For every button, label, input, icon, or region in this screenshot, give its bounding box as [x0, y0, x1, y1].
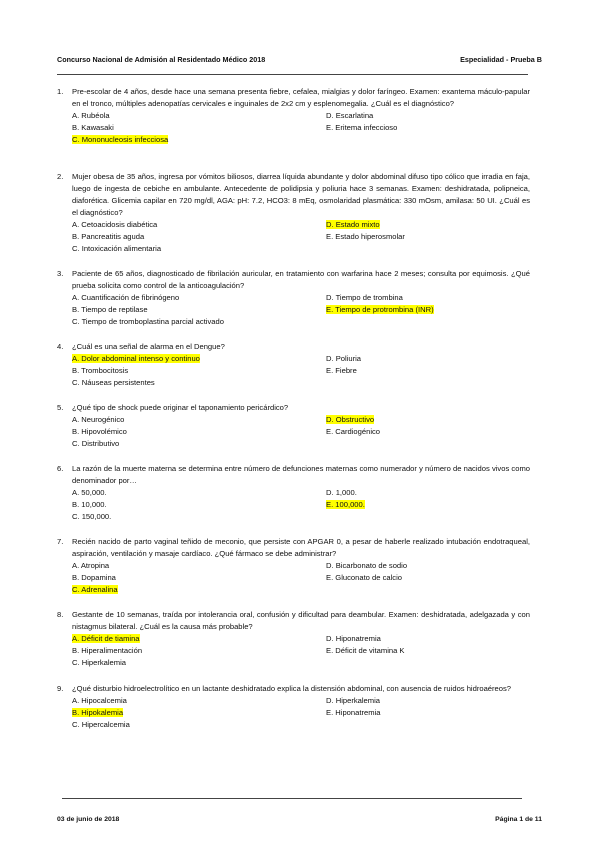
option-cell [326, 560, 530, 572]
answer-option: D. Hiperkalemia [326, 696, 381, 705]
answer-option: C. Distributivo [72, 439, 120, 448]
answer-options [72, 414, 530, 450]
option-cell [326, 499, 530, 511]
option-cell [72, 316, 326, 328]
answer-option: B. 10,000. [72, 500, 107, 509]
answer-option: B. Trombocitosis [72, 366, 129, 375]
question-item [57, 268, 530, 328]
answer-option: C. Hipercalcemia [72, 720, 130, 729]
answer-option-highlighted: A. Dolor abdominal intenso y continuo [72, 354, 200, 363]
option-cell [326, 316, 530, 328]
answer-option: D. Poliuria [326, 354, 362, 363]
answer-option: A. 50,000. [72, 488, 107, 497]
option-cell [326, 426, 530, 438]
exam-date: 03 de junio de 2018 [57, 816, 120, 823]
question-number: 8. [57, 610, 64, 619]
question-stem [57, 609, 530, 633]
option-cell [72, 645, 326, 657]
question-number: 4. [57, 342, 64, 351]
header-divider [57, 74, 528, 75]
option-cell [326, 377, 530, 389]
option-cell [326, 353, 530, 365]
question-number: 7. [57, 537, 64, 546]
question-text: ¿Cuál es una señal de alarma en el Dengue? [72, 342, 225, 351]
answer-option: E. Fiebre [326, 366, 357, 375]
page-footer [57, 816, 542, 823]
answer-options [72, 695, 530, 731]
question-number: 1. [57, 87, 64, 96]
option-cell [72, 572, 326, 584]
option-cell [72, 560, 326, 572]
option-cell [72, 633, 326, 645]
answer-option-highlighted: E. Tiempo de protrombina (INR) [326, 305, 434, 314]
answer-option: D. Tiempo de trombina [326, 293, 403, 302]
question-item [57, 463, 530, 523]
option-cell [326, 657, 530, 669]
answer-option: D. Bicarbonato de sodio [326, 561, 408, 570]
option-cell [326, 511, 530, 523]
question-text: Pre-escolar de 4 años, desde hace una semana presenta fiebre, cefalea, mialgias y dolor faríngeo. Examen: exantema máculo-papular en el tronco, múltiples adenopatías cervicales e inguinales de 2x2 cm y esplenomegalia. ¿Cuál es el diagnóstico? [72, 87, 530, 108]
question-text: Gestante de 10 semanas, traída por intolerancia oral, confusión y dificultad para deambular. Examen: deshidratada, adelgazada y con nistagmus bilateral. ¿Cuál es la causa más probable? [72, 610, 530, 631]
question-item [57, 683, 530, 731]
question-text: ¿Qué tipo de shock puede originar el taponamiento pericárdico? [72, 403, 289, 412]
page-number: Página 1 de 11 [495, 816, 542, 823]
question-text: Mujer obesa de 35 años, ingresa por vómitos biliosos, diarrea líquida abundante y dolor abdominal difuso tipo cólico que irradia en faja, luego de ingesta de cebiche en ambulante. Antecedente de polidipsia y poliuria hace 3 semanas. Examen: deshidratada, polipneica, diaforética. Glicemia capilar en 720 mg/dl, AGA: pH: 7.2, HCO3: 8 mEq, osmolaridad plasmática: 330 mOsm, amilasa: 50 UI. ¿Cuál es el diagnóstico? [72, 172, 530, 217]
option-cell [72, 438, 326, 450]
answer-option: A. Rubéola [72, 111, 110, 120]
option-cell [72, 134, 326, 146]
answer-option-highlighted: C. Mononucleosis infecciosa [72, 135, 169, 144]
question-stem [57, 86, 530, 110]
option-cell [72, 414, 326, 426]
question-stem [57, 463, 530, 487]
question-item [57, 86, 530, 146]
question-item [57, 171, 530, 255]
answer-option: B. Pancreatitis aguda [72, 232, 145, 241]
option-cell [326, 695, 530, 707]
question-stem [57, 536, 530, 560]
option-cell [72, 707, 326, 719]
answer-option: B. Hiperalimentación [72, 646, 143, 655]
question-stem [57, 341, 530, 353]
footer-divider [62, 798, 522, 799]
question-number: 9. [57, 684, 64, 693]
question-number: 5. [57, 403, 64, 412]
answer-options [72, 219, 530, 255]
option-cell [326, 633, 530, 645]
question-item [57, 402, 530, 450]
option-cell [72, 511, 326, 523]
question-stem [57, 171, 530, 219]
option-cell [72, 487, 326, 499]
option-cell [72, 584, 326, 596]
option-cell [326, 243, 530, 255]
exam-title: Concurso Nacional de Admisión al Residentado Médico 2018 [57, 55, 266, 64]
question-number: 6. [57, 464, 64, 473]
answer-option-highlighted: D. Obstructivo [326, 415, 375, 424]
answer-option: E. Estado hiperosmolar [326, 232, 405, 241]
answer-option: E. Gluconato de calcio [326, 573, 402, 582]
option-cell [326, 110, 530, 122]
exam-section: Especialidad - Prueba B [460, 55, 542, 64]
option-cell [326, 122, 530, 134]
option-cell [326, 219, 530, 231]
answer-option: A. Neurogénico [72, 415, 125, 424]
option-cell [72, 657, 326, 669]
option-cell [326, 487, 530, 499]
answer-option: E. Cardiogénico [326, 427, 381, 436]
option-cell [326, 292, 530, 304]
answer-option: A. Cetoacidosis diabética [72, 220, 158, 229]
option-cell [72, 304, 326, 316]
answer-option: B. Hipovolémico [72, 427, 127, 436]
option-cell [326, 584, 530, 596]
option-cell [72, 353, 326, 365]
question-stem [57, 268, 530, 292]
question-text: Paciente de 65 años, diagnosticado de fibrilación auricular, en tratamiento con warfarina hace 2 meses; consulta por equimosis. ¿Qué prueba solicita como control de la anticoagulación? [72, 269, 530, 290]
option-cell [72, 110, 326, 122]
option-cell [326, 365, 530, 377]
option-cell [326, 414, 530, 426]
option-cell [326, 304, 530, 316]
answer-option: E. Eritema infeccioso [326, 123, 398, 132]
answer-option: C. Tiempo de tromboplastina parcial activado [72, 317, 224, 326]
answer-option: A. Atropina [72, 561, 110, 570]
answer-option-highlighted: D. Estado mixto [326, 220, 380, 229]
question-text: ¿Qué disturbio hidroelectrolítico en un lactante deshidratado explica la distensión abdominal, con ausencia de ruidos hidroaéreos? [72, 684, 512, 693]
question-item [57, 536, 530, 596]
option-cell [72, 243, 326, 255]
answer-option: D. 1,000. [326, 488, 357, 497]
answer-options [72, 487, 530, 523]
option-cell [72, 719, 326, 731]
answer-option: C. Intoxicación alimentaria [72, 244, 162, 253]
answer-option: A. Cuantificación de fibrinógeno [72, 293, 180, 302]
option-cell [72, 365, 326, 377]
option-cell [72, 231, 326, 243]
question-text: Recién nacido de parto vaginal teñido de meconio, que persiste con APGAR 0, a pesar de haberle realizado intubación endotraqueal, aspiración, ventilación y masaje cardíaco. ¿Qué fármaco se debe administrar? [72, 537, 530, 558]
answer-option: B. Dopamina [72, 573, 116, 582]
answer-option-highlighted: B. Hipokalemia [72, 708, 124, 717]
answer-option: C. 150,000. [72, 512, 112, 521]
option-cell [326, 645, 530, 657]
answer-option: B. Kawasaki [72, 123, 114, 132]
option-cell [326, 572, 530, 584]
question-item [57, 341, 530, 389]
answer-options [72, 633, 530, 669]
answer-option: E. Déficit de vitamina K [326, 646, 405, 655]
option-cell [326, 707, 530, 719]
answer-option: C. Hiperkalemia [72, 658, 127, 667]
option-cell [326, 134, 530, 146]
answer-option: A. Hipocalcemia [72, 696, 127, 705]
option-cell [72, 499, 326, 511]
option-cell [72, 292, 326, 304]
answer-option: E. Hiponatremia [326, 708, 381, 717]
option-cell [326, 438, 530, 450]
answer-options [72, 110, 530, 146]
answer-option: D. Escarlatina [326, 111, 374, 120]
question-number: 2. [57, 172, 64, 181]
answer-options [72, 353, 530, 389]
option-cell [326, 719, 530, 731]
option-cell [72, 377, 326, 389]
answer-options [72, 560, 530, 596]
option-cell [72, 426, 326, 438]
answer-option-highlighted: C. Adrenalina [72, 585, 118, 594]
answer-option-highlighted: E. 100,000. [326, 500, 365, 509]
option-cell [72, 219, 326, 231]
question-stem [57, 402, 530, 414]
question-stem [57, 683, 530, 695]
answer-option: D. Hiponatremia [326, 634, 381, 643]
question-item [57, 609, 530, 669]
answer-options [72, 292, 530, 328]
option-cell [72, 695, 326, 707]
answer-option: C. Náuseas persistentes [72, 378, 155, 387]
option-cell [72, 122, 326, 134]
question-number: 3. [57, 269, 64, 278]
page-header [57, 55, 542, 64]
question-text: La razón de la muerte materna se determina entre número de defunciones maternas como numerador y número de nacidos vivos como denominador por… [72, 464, 530, 485]
answer-option: B. Tiempo de reptilase [72, 305, 148, 314]
answer-option-highlighted: A. Déficit de tiamina [72, 634, 140, 643]
option-cell [326, 231, 530, 243]
